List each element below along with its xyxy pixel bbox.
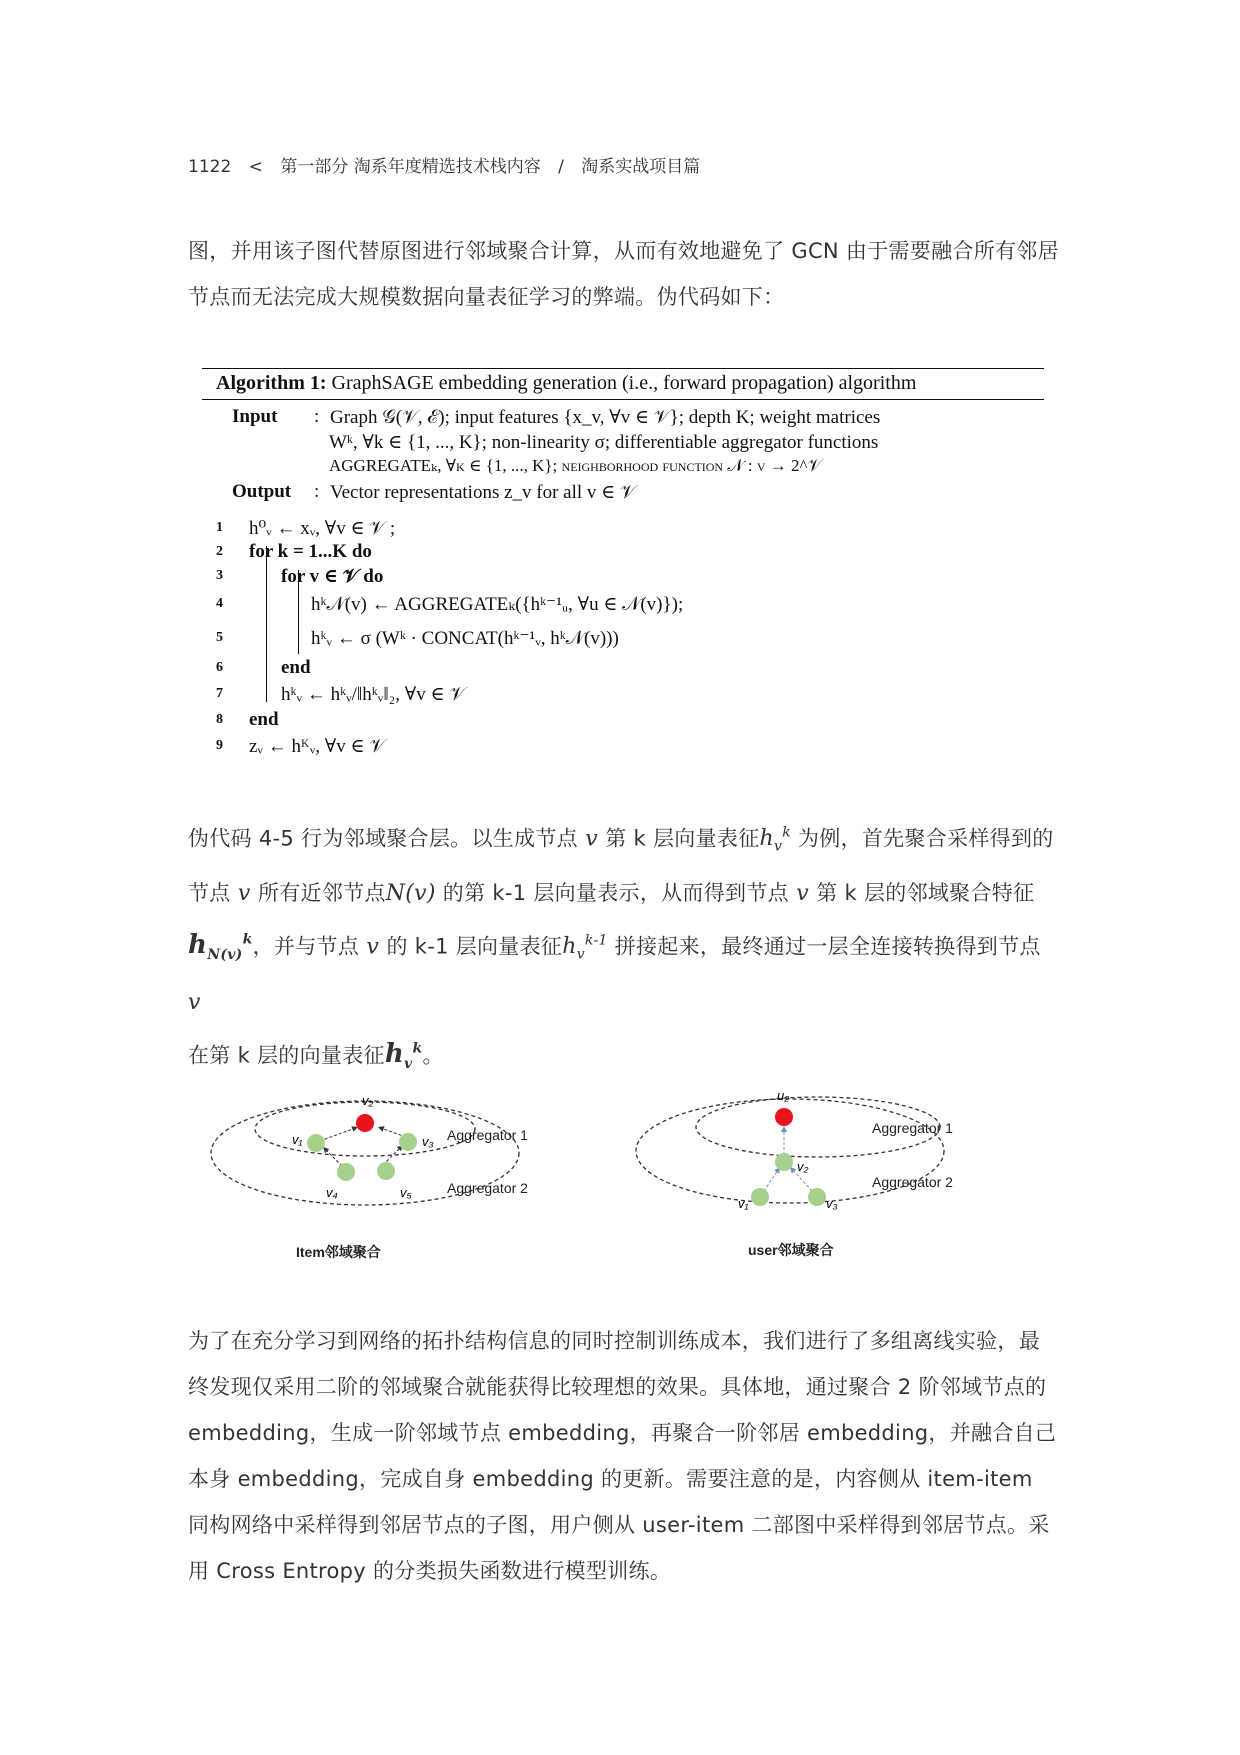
- node-v4: [337, 1163, 355, 1181]
- intro-paragraph: 图，并用该子图代替原图进行邻域聚合计算，从而有效地避免了 GCN 由于需要融合所有邻居节点而无法完成大规模数据向量表征学习的弊端。伪代码如下：: [188, 239, 1059, 309]
- header-separator: <: [248, 157, 263, 177]
- algorithm-box: [202, 368, 1044, 760]
- node-v3-right: [808, 1188, 826, 1206]
- algo-line-7: 7 hᵏᵥ ← hᵏᵥ/‖hᵏᵥ‖₂, ∀v ∈ 𝒱: [216, 683, 466, 705]
- output-label: Output: [232, 481, 292, 502]
- node-v1-right: [751, 1188, 769, 1206]
- algo-line-8: 8 end: [216, 709, 279, 730]
- algo-line-1: 1 h⁰ᵥ ← xᵥ, ∀v ∈ 𝒱 ;: [216, 517, 396, 539]
- node-u2-target: [775, 1108, 793, 1126]
- item-aggregation-diagram: [211, 1093, 528, 1260]
- node-v2-target: [356, 1114, 374, 1132]
- title-rule: [202, 399, 1044, 400]
- explanation-paragraph: 伪代码 4-5 行为邻域聚合层。以生成节点 v 第 k 层向量表征$h_v^k$ 为例，首先聚合采样得到的节点 v 所有近邻节点N(v) 的第 k-1 层向量表示，从而得到节点 v 第 k 层的邻域聚合特征 $h_{N(v)}^k$，并与节点 v 的 k-1 层向量表征$h_v^{k-1}$ 拼接起来，最终通过一层全连接转换得到节点 v 在第 k 层的向量表征$h_v^k$。: [188, 825, 1054, 1073]
- input-line-3: AGGREGATEₖ, ∀k ∈ {1, ..., K}; neighborhood function 𝒩 : v → 2^𝒱: [329, 456, 822, 475]
- page-number: 1122: [188, 157, 232, 177]
- algorithm-io: Input : Graph 𝒢(𝒱, ℰ); input features {x_v, ∀v ∈ 𝒱}; depth K; weight matrices Wᵏ, ∀k ∈ {1, ..., K}; non-linearity σ; differentiable aggregator functions AGGREGATEₖ, ∀k ∈ {1, ..., K}; neighborhood function 𝒩 : v → 2^𝒱 Output : Vector representations z_v for all v ∈ 𝒱: [202, 406, 1044, 506]
- right-caption: user邻域聚合: [748, 1242, 834, 1258]
- input-line-2: Wᵏ, ∀k ∈ {1, ..., K}; non-linearity σ; differentiable aggregator functions: [329, 432, 879, 453]
- algo-line-5: 5 hᵏᵥ ← σ (Wᵏ · CONCAT(hᵏ⁻¹ᵥ, hᵏ𝒩(v))): [216, 627, 619, 649]
- label-v2: v₂: [362, 1093, 374, 1108]
- conclusion-paragraph: 为了在充分学习到网络的拓扑结构信息的同时控制训练成本，我们进行了多组离线实验，最终发现仅采用二阶的邻域聚合就能获得比较理想的效果。具体地，通过聚合 2 阶邻域节点的 embedding，生成一阶邻域节点 embedding，再聚合一阶邻居 embedding，并融合自己本身 embedding，完成自身 embedding 的更新。需要注意的是，内容侧从 item-item 同构网络中采样得到邻居节点的子图，用户侧从 user-item 二部图中采样得到邻居节点。采用 Cross Entropy 的分类损失函数进行模型训练。: [188, 1329, 1057, 1583]
- label-v1: v₁: [292, 1132, 303, 1147]
- label-v2-right: v₂: [797, 1159, 809, 1174]
- loop-bar-inner: [298, 570, 299, 654]
- label-v3: v₃: [422, 1134, 434, 1149]
- aggregation-figure: [200, 1083, 1080, 1263]
- algo-line-3: 3 for v ∈ 𝒱 do: [216, 565, 384, 587]
- right-aggregator-1: Aggregator 1: [872, 1120, 953, 1136]
- node-v1: [307, 1134, 325, 1152]
- algorithm-label: Algorithm 1:: [216, 372, 327, 394]
- algo-line-4: 4 hᵏ𝒩(v) ← AGGREGATEₖ({hᵏ⁻¹ᵤ, ∀u ∈ 𝒩(v)});: [216, 593, 684, 615]
- output-line: Vector representations z_v for all v ∈ 𝒱: [330, 482, 636, 503]
- algorithm-title: [202, 369, 1044, 399]
- running-header: [188, 152, 700, 177]
- node-v5: [377, 1162, 395, 1180]
- algo-line-6: 6 end: [216, 657, 311, 678]
- input-label: Input: [232, 406, 278, 427]
- label-v5: v₅: [400, 1185, 412, 1200]
- left-aggregator-1: Aggregator 1: [447, 1127, 528, 1143]
- header-part: 第一部分 淘系年度精选技术栈内容: [280, 157, 541, 177]
- header-section: 淘系实战项目篇: [581, 157, 701, 177]
- label-v4: v₄: [326, 1185, 338, 1200]
- algorithm-name: GraphSAGE embedding generation (i.e., forward propagation) algorithm: [326, 372, 917, 394]
- algorithm-lines: [202, 516, 1044, 760]
- right-aggregator-2: Aggregator 2: [872, 1174, 953, 1190]
- loop-bar-outer: [266, 546, 267, 702]
- algo-line-2: 2 for k = 1...K do: [216, 541, 372, 562]
- left-aggregator-2: Aggregator 2: [447, 1180, 528, 1196]
- label-v1-right: v₁: [738, 1196, 749, 1211]
- left-caption: Item邻域聚合: [296, 1244, 381, 1260]
- header-slash: /: [558, 157, 564, 177]
- label-v3-right: v₃: [826, 1196, 838, 1211]
- algo-line-9: 9 zᵥ ← hᴷᵥ, ∀v ∈ 𝒱: [216, 735, 386, 757]
- input-line-1: Graph 𝒢(𝒱, ℰ); input features {x_v, ∀v ∈ 𝒱}; depth K; weight matrices: [330, 407, 881, 428]
- label-u2: u₂: [777, 1088, 790, 1103]
- node-v3: [399, 1133, 417, 1151]
- node-v2-right: [775, 1153, 793, 1171]
- user-aggregation-diagram: [636, 1088, 953, 1258]
